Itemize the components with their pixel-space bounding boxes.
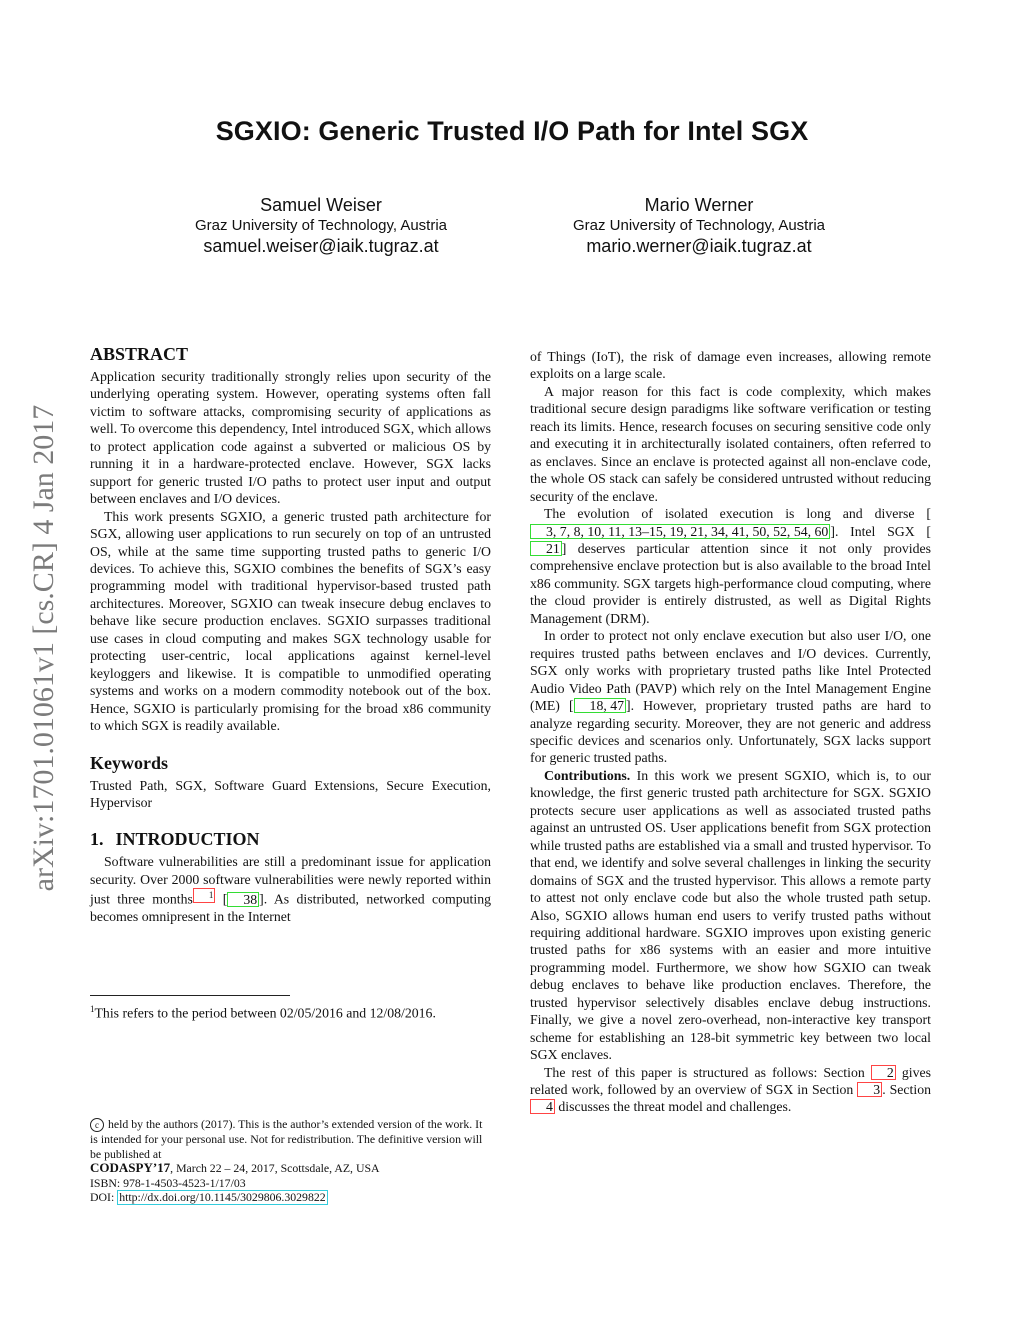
intro-heading <box>90 827 491 851</box>
doi-label: DOI: <box>90 1190 118 1205</box>
text-run: In order to protect not only enclave execution but also user I/O, one requires trusted paths between enclaves and I/O devices. Currently, SGX only works with proprietary trusted paths like Intel Protected Audio Video Path (PAVP) which rely on the Intel Management Engine (ME) <box>530 628 931 714</box>
venue-name: CODASPY’17 <box>90 1160 171 1176</box>
text-run: . Intel SGX <box>834 523 915 539</box>
text-run: deserves particular attention since it not only provides comprehensive enclave protection but is also available to the broad Intel x86 community. SGX targets high-performance cloud computing, where the cloud provider is entirely distrusted, as well as Digital Rights Management (DRM). <box>530 540 931 626</box>
footnote-link[interactable]: 1 <box>193 888 216 903</box>
intro-paragraph-3: The evolution of isolated execution is long and diverse [3, 7, 8, 10, 11, 13–15, 19, 21, 34, 41, 50, 52, 54, 60 ]. Intel SGX [21 ] deserves particular attention since it not only provides comprehensive enclave protection but is also available to the broad Intel x86 community. SGX targets high-performance cloud computing, where the cloud provider is entirely distrusted, as well as Digital Rights Management (DRM). <box>530 506 932 626</box>
author-affiliation: Graz University of Technology, Austria <box>194 217 448 234</box>
keywords-text: Trusted Path, SGX, Software Guard Extensions, Secure Execution, Hypervisor <box>90 777 491 810</box>
section-link[interactable]: 4 <box>530 1099 555 1114</box>
keywords-heading: Keywords <box>90 752 168 773</box>
section-title: INTRODUCTION <box>115 829 260 850</box>
section-number: 1. <box>90 829 104 850</box>
footnote <box>90 1001 491 1022</box>
author-name: Samuel Weiser <box>260 195 382 215</box>
copyright-block <box>90 1117 491 1205</box>
text-run: discusses the threat model and challenges. <box>554 1099 792 1115</box>
text-run: The evolution of isolated execution is long and diverse <box>544 506 915 522</box>
citation-link[interactable]: 38 <box>227 892 259 907</box>
abstract-heading: ABSTRACT <box>90 344 189 364</box>
arxiv-stamp: arXiv:1701.01061v1 [cs.CR] 4 Jan 2017 <box>27 404 60 892</box>
isbn: ISBN: 978-1-4503-4523-1/17/03 <box>90 1175 246 1190</box>
intro-paragraph-1: Software vulnerabilities are still a predominant issue for application security. Over 2000 software vulnerabilities were newly reported within just three months $^1$ [ 38 ]. As distributed, networked computing becomes omnipresent in the Internet <box>90 854 491 925</box>
text-run: Software vulnerabilities are still a predominant issue for application security. Over 2000 software vulnerabilities were newly reported within just three months <box>90 854 491 907</box>
author-affiliation: Graz University of Technology, Austria <box>572 217 826 234</box>
section-link[interactable]: 2 <box>871 1065 896 1080</box>
intro-paragraph-4: In order to protect not only enclave execution but also user I/O, one requires trusted paths between enclaves and I/O devices. Currently, SGX only works with proprietary trusted paths like Intel Protected Audio Video Path (PAVP) which rely on the Intel Management Engine (ME) [ 18, 47 ]. However, proprietary trusted paths are hard to analyze regarding security. Moreover, they are not generic and address specific devices and scenarios only. Unfortunately, SGX lacks support for generic trusted paths. <box>530 628 931 766</box>
text-run: . Section <box>882 1082 931 1098</box>
doi-line <box>90 1190 491 1205</box>
intro-paragraph-5 <box>530 767 931 1064</box>
author-block-1 <box>156 194 486 257</box>
footnote-rule <box>90 995 290 996</box>
text-run: . As distributed, networked computing becomes omnipresent in the Internet <box>90 891 491 925</box>
paper-title: SGXIO: Generic Trusted I/O Path for Intel SGX <box>215 116 809 146</box>
section-link[interactable]: 3 <box>857 1082 882 1097</box>
citation-link[interactable]: 18, 47 <box>574 698 627 713</box>
footnote-text: This refers to the period between 02/05/2016 and 12/08/2016. <box>94 1005 436 1021</box>
text-run: . However, proprietary trusted paths are hard to analyze regarding security. Moreover, they are not generic and address specific devices and scenarios only. Unfortunately, SGX lacks support for generic trusted paths. <box>530 698 931 766</box>
text-run: The rest of this paper is structured as follows: Section <box>544 1064 865 1080</box>
author-name: Mario Werner <box>644 195 754 215</box>
abstract-paragraph-2: This work presents SGXIO, a generic trusted path architecture for SGX, allowing user applications to run securely on top of an untrusted OS, while at the same time supporting trusted paths to generic I/O devices. To achieve this, SGXIO combines the benefits of SGX’s easy programming model with traditional hypervisor-based trusted path architectures. Moreover, SGXIO can tweak insecure debug enclaves to behave like secure production enclaves. SGXIO surpasses traditional use cases in cloud computing and makes SGX technology usable for protecting user-centric, local applications against kernel-level keyloggers and likewise. It is compatible to unmodified operating systems and works on a modern commodity notebook out of the box. Hence, SGXIO is particularly promising for the broad x86 community to which SGX is readily available. <box>90 508 491 734</box>
text-run: gives related work, followed by an overview of SGX in Section <box>530 1064 932 1098</box>
left-column <box>90 342 491 926</box>
text-run: In this work we present SGXIO, which is, to our knowledge, the first generic trusted path architecture for SGX. SGXIO protects secure user applications as well as associated trusted paths against an untrusted OS. User applications benefit from SGX protection while trusted paths are established via a small and trusted hypervisor. To that end, we identify and solve several challenges in linking the security domains of SGX and the trusted hypervisor. This allows a remote party to attest not only enclave code but also the whole trusted path setup. Also, SGXIO allows human end users to verify trusted paths without requiring additional hardware. SGXIO improves upon existing generic trusted paths for x86 systems with an easier and more intuitive programming model. Furthermore, we show how SGXIO can tweak debug enclaves to behave like production enclaves. Therefore, the trusted hypervisor selectively disables enclave debug instructions. Finally, we give a novel zero-overhead, non-interactive key transport scheme for establishing an 128-bit symmetric key between two local SGX enclaves. <box>530 767 931 1063</box>
abstract-paragraph-1: Application security traditionally strongly relies upon security of the underlying operating system. However, operating systems often fall victim to software attacks, compromising security of applications as well. To overcome this dependency, Intel introduced SGX, which allows to protect application code against a subverted or malicious OS by running it in a hardware-protected enclave. However, SGX lacks support for generic trusted I/O paths to protect user input and output between enclaves and I/O devices. <box>90 369 491 507</box>
author-email: mario.werner@iaik.tugraz.at <box>586 236 812 256</box>
footnote-mark: 1 <box>90 1004 95 1014</box>
venue-line <box>90 1161 491 1176</box>
copyright-notice <box>90 1117 491 1161</box>
citation-link[interactable]: 3, 7, 8, 10, 11, 13–15, 19, 21, 34, 41, 50, 52, 54, 60 <box>530 524 830 539</box>
intro-paragraph-1-cont: of Things (IoT), the risk of damage even increases, allowing remote exploits on a large scale. <box>530 349 931 382</box>
venue-details: , March 22 – 24, 2017, Scottsdale, AZ, USA <box>170 1161 380 1176</box>
doi-link[interactable]: http://dx.doi.org/10.1145/3029806.3029822 <box>119 1190 326 1205</box>
paragraph-lead: Contributions. <box>544 767 631 783</box>
author-email: samuel.weiser@iaik.tugraz.at <box>203 236 439 256</box>
intro-paragraph-2: A major reason for this fact is code complexity, which makes traditional secure design paradigms like software verification or testing reach its limits. Hence, research focuses on securing sensitive code only and executing it in architecturally isolated containers, often referred to as enclaves. Since an enclave is protected against all non-enclave code, the whole OS stack can safely be considered untrusted without reducing security of the enclave. <box>530 383 931 504</box>
right-column <box>530 348 931 1116</box>
copyright-text: held by the authors (2017). This is the author’s extended version of the work. It is intended for your personal use. Not for redistribution. The definitive version will be published at <box>90 1117 483 1161</box>
citation-link[interactable]: 21 <box>530 541 562 556</box>
author-block-2 <box>534 194 864 257</box>
intro-paragraph-6 <box>530 1064 931 1116</box>
copyright-symbol: c <box>90 1118 104 1132</box>
